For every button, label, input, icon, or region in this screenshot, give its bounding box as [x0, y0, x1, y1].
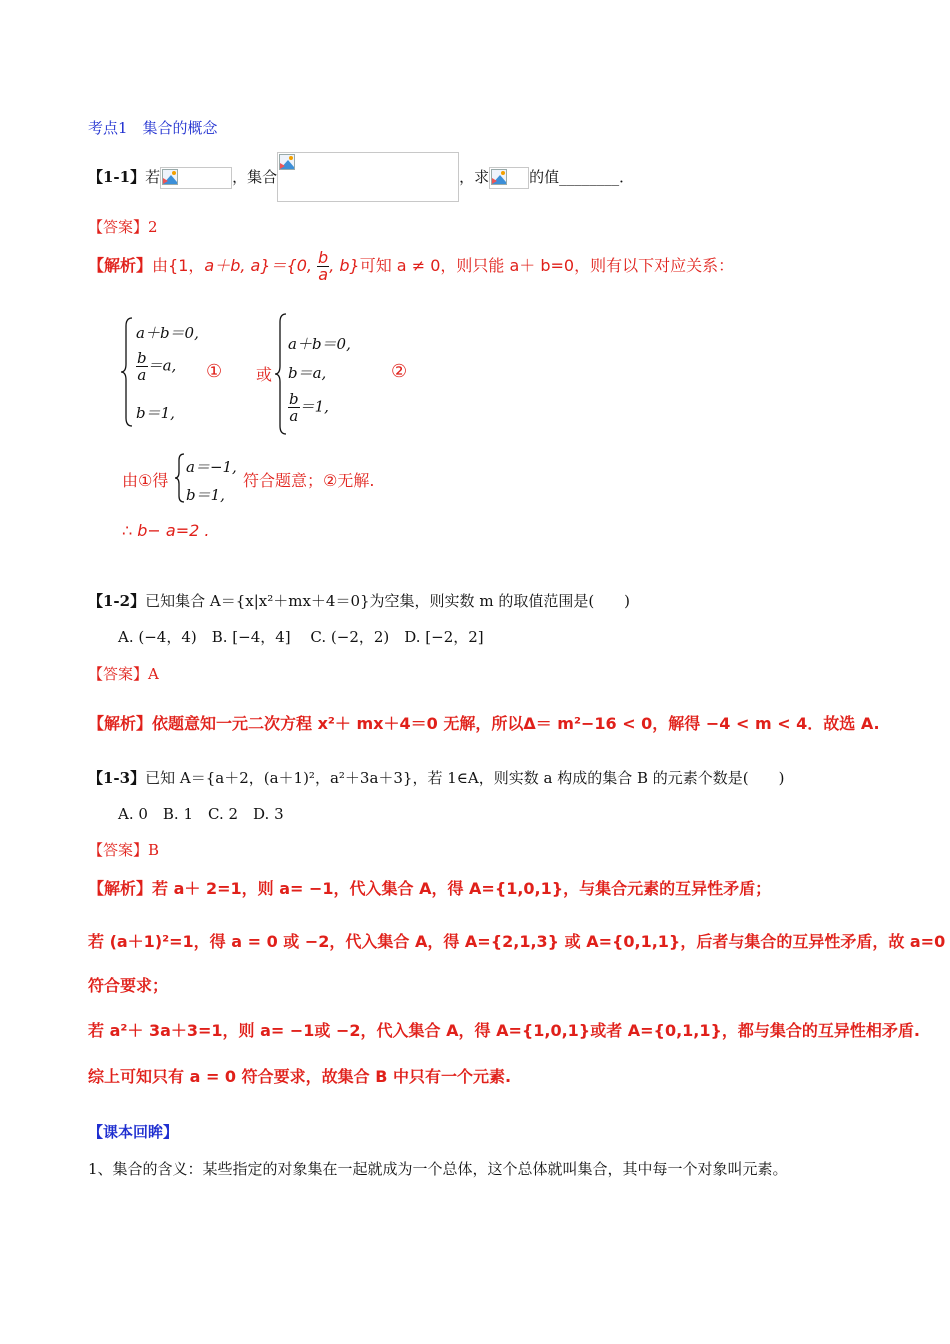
conclusion: ∴ b− a=2 .	[122, 521, 210, 540]
analysis-1-1: 【解析】由{1，a＋b, a}＝{0, $\frac{b}{a}$ , b}可知 a ≠ 0，则只能 a＋ b=0，则有以下对应关系：	[88, 248, 735, 284]
answer-value: B	[148, 841, 160, 859]
analysis-1-3-line-5: 综上可知只有 a = 0 符合要求，故集合 B 中只有一个元素.	[88, 1067, 512, 1086]
circled-one: ①	[206, 361, 223, 382]
analysis-1-2: 【解析】依题意知一元二次方程 x²＋ mx＋4＝0 无解，所以Δ＝ m²−16 < 0，解得 −4 < m < 4．故选 A.	[88, 714, 880, 733]
section-title: 考点1 集合的概念	[88, 119, 218, 137]
analysis-label: 【解析】	[88, 879, 153, 898]
problem-1-3-label: 【1-3】	[88, 769, 146, 787]
problem-1-1-label: 【1-1】	[88, 168, 146, 186]
answer-label: 【答案】	[88, 218, 149, 236]
broken-image-icon	[489, 167, 529, 189]
problem-1-2-label: 【1-2】	[88, 592, 146, 610]
problem-1-2-options: A. (−4，4) B. [−4，4] C. (−2，2) D. [−2，2]	[118, 628, 484, 646]
analysis-1-3-line-2: 若 (a＋1)²=1，得 a = 0 或 −2，代入集合 A，得 A={2,1,3} 或 A={0,1,1}，后者与集合的互异性矛盾，故 a=0	[88, 932, 946, 951]
answer-label: 【答案】	[88, 841, 149, 859]
system-1-line-2: $\frac{b}{a}$ ＝a,	[137, 349, 177, 384]
answer-1-1	[88, 216, 158, 237]
from-one-tail: 符合题意；②无解.	[243, 471, 375, 490]
system-1-line-3: b＝1,	[136, 404, 175, 422]
analysis-label: 【解析】	[88, 256, 153, 275]
system-1-line-1: a＋b＝0,	[136, 324, 199, 342]
system-3-line-1: a＝−1,	[186, 458, 237, 476]
left-brace-icon	[120, 316, 134, 428]
problem-1-3-options: A. 0 B. 1 C. 2 D. 3	[118, 805, 284, 823]
fraction: $\frac{b}{a}$	[318, 248, 329, 284]
system-2-line-2: b＝a,	[288, 364, 327, 382]
analysis-1-3-line-4: 若 a²＋ 3a＋3=1，则 a= −1或 −2，代入集合 A，得 A={1,0,1}或者 A={0,1,1}，都与集合的互异性相矛盾.	[88, 1021, 920, 1040]
system-2-line-1: a＋b＝0,	[288, 335, 351, 353]
broken-image-icon	[277, 152, 459, 202]
problem-1-2-stem: 【1-2】已知集合 A＝{x|x²＋mx＋4＝0}为空集，则实数 m 的取值范围是( )	[88, 592, 631, 610]
problem-1-1-stem: 【1-1】若 ，集合 ，求 的值________．	[88, 166, 634, 202]
review-label: 【课本回眸】	[88, 1123, 179, 1141]
review-item-1: 1、集合的含义：某些指定的对象集在一起就成为一个总体，这个总体就叫集合，其中每一个对象叫元素。	[88, 1160, 788, 1178]
analysis-label: 【解析】	[88, 714, 153, 733]
answer-1-3	[88, 839, 159, 860]
analysis-1-3-line-3: 符合要求；	[88, 976, 169, 995]
circled-two: ②	[391, 361, 408, 382]
system-3-line-2: b＝1,	[186, 486, 225, 504]
answer-1-2	[88, 663, 159, 684]
problem-1-3-stem: 【1-3】已知 A＝{a＋2，(a＋1)²，a²＋3a＋3}，若 1∈A，则实数 a 构成的集合 B 的元素个数是( )	[88, 769, 785, 787]
left-brace-icon	[174, 452, 186, 504]
answer-label: 【答案】	[88, 665, 149, 683]
answer-value: 2	[148, 218, 158, 236]
from-one-label: 由①得	[122, 471, 169, 490]
left-brace-icon	[274, 312, 288, 436]
broken-image-icon	[160, 167, 232, 189]
system-2-line-3: $\frac{b}{a}$ ＝1,	[289, 390, 329, 425]
or-label: 或	[256, 365, 273, 384]
analysis-1-3-line-1: 【解析】若 a＋ 2=1，则 a= −1，代入集合 A，得 A={1,0,1}，与集合元素的互异性矛盾；	[88, 879, 772, 898]
answer-value: A	[148, 665, 159, 683]
